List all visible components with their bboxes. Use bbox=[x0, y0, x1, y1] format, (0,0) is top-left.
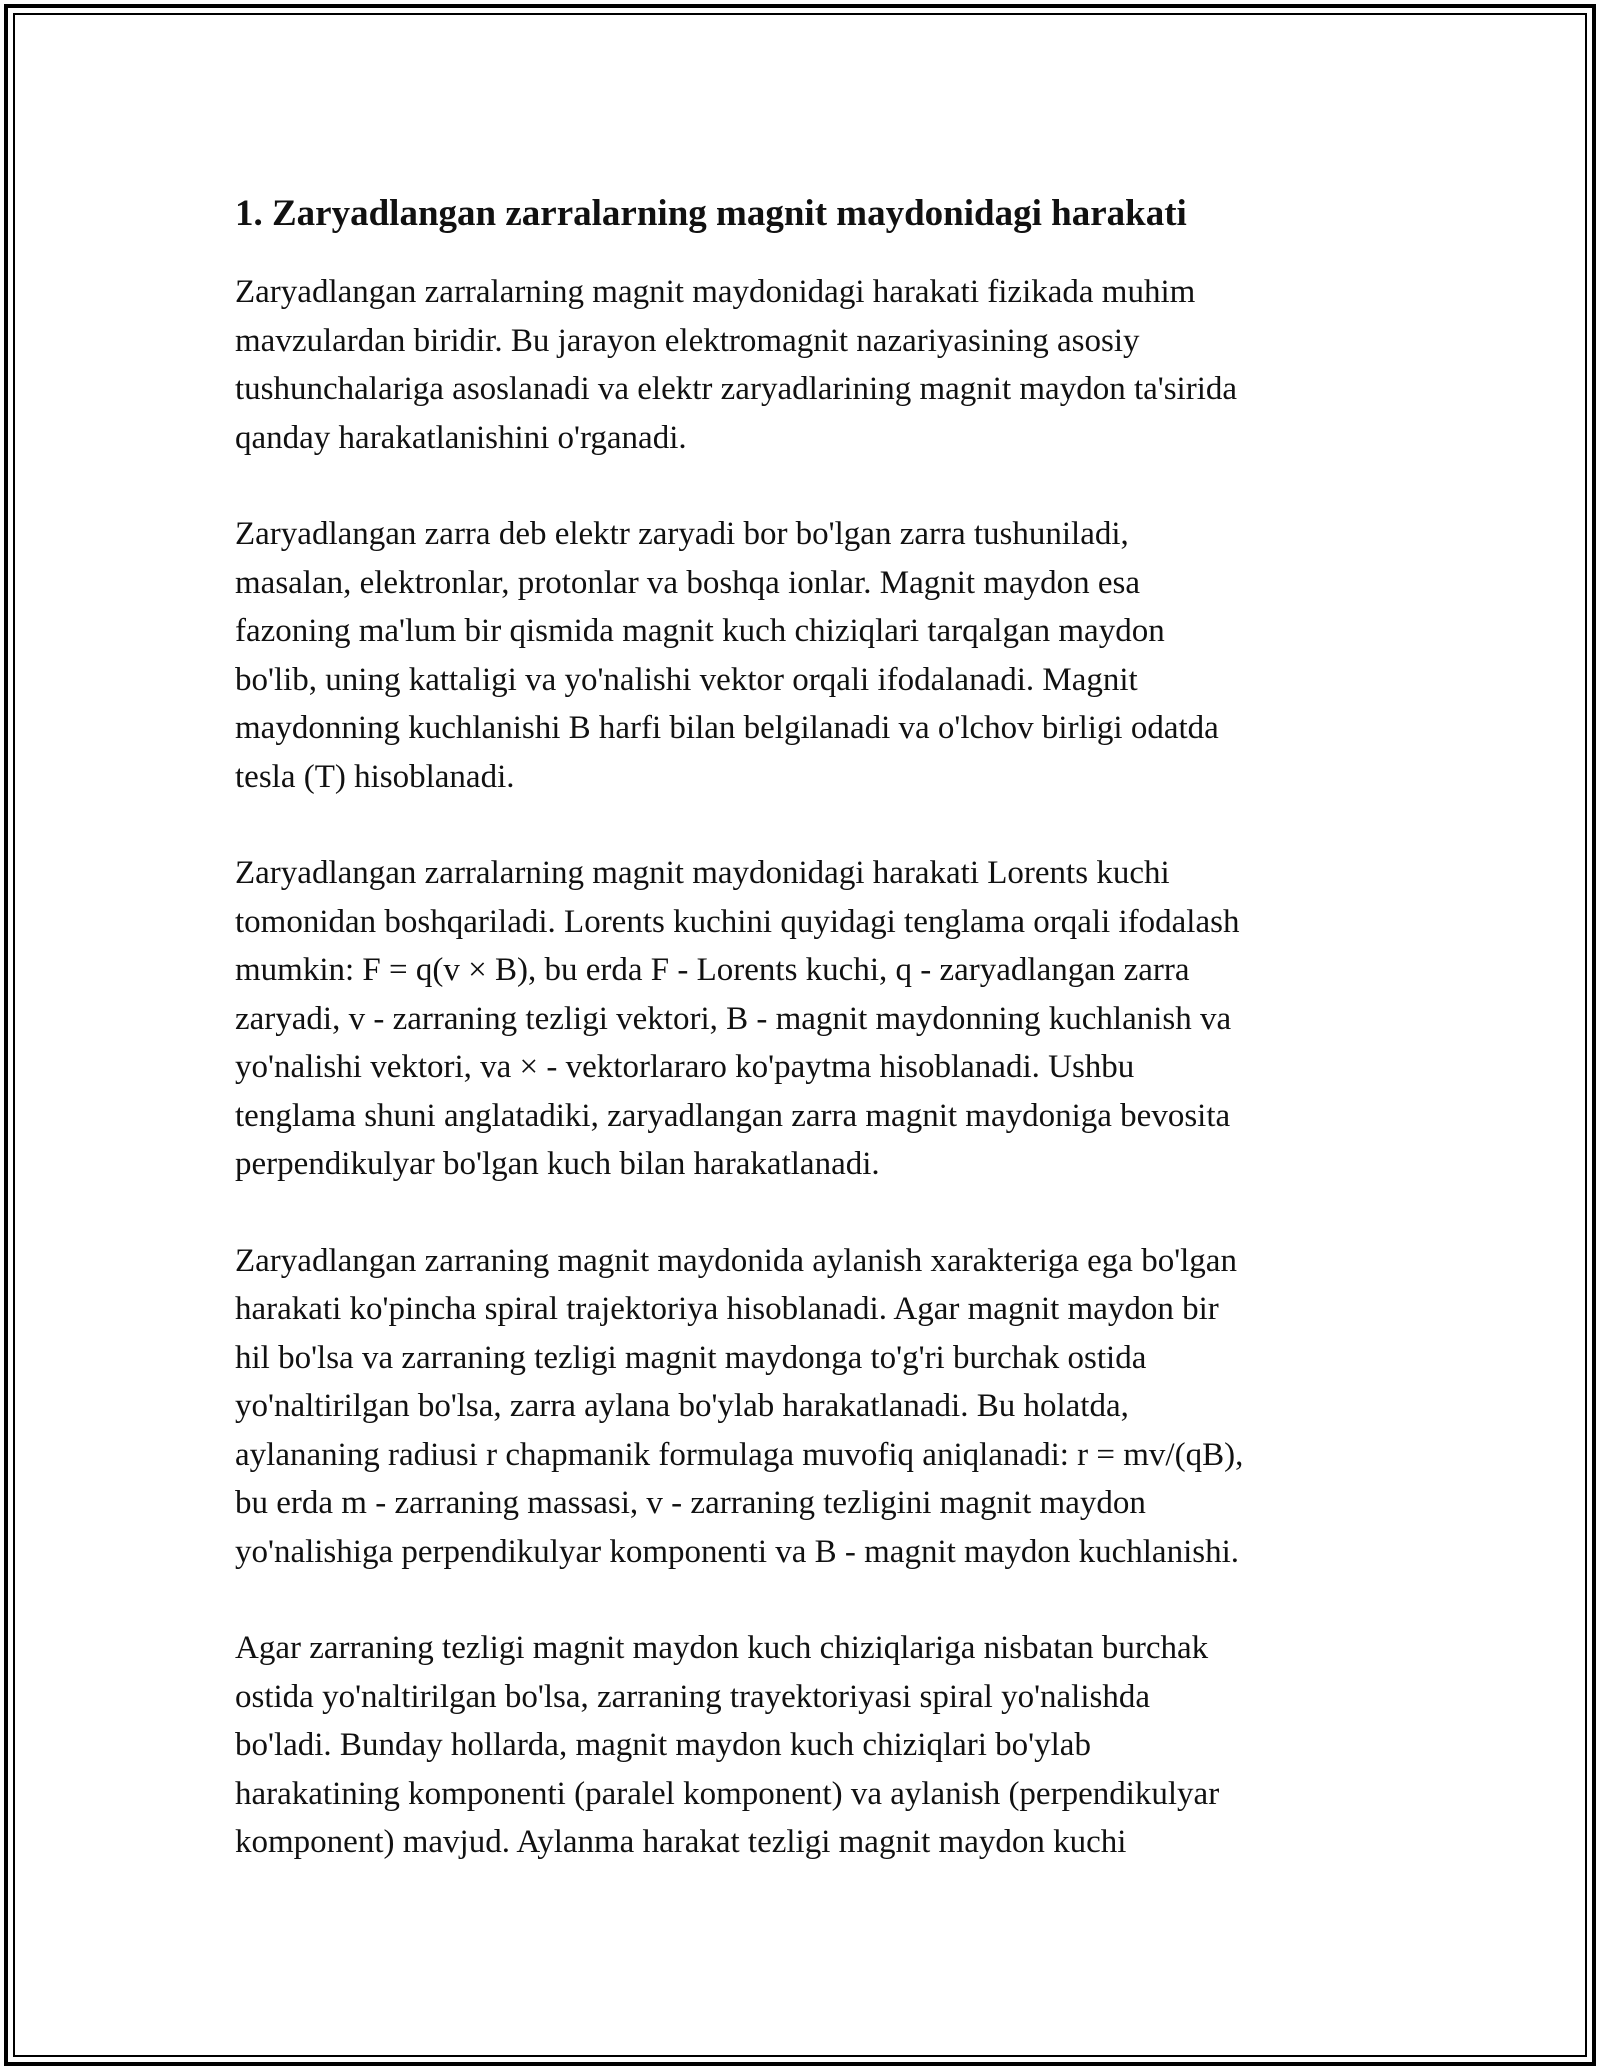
text-line: fazoning ma'lum bir qismida magnit kuch chiziqlari tarqalgan maydon bbox=[235, 613, 1165, 649]
text-line: yo'nalishiga perpendikulyar komponenti va B - magnit maydon kuchlanishi. bbox=[235, 1533, 1240, 1570]
text-line: qanday harakatlanishini o'rganadi. bbox=[235, 419, 687, 456]
text-line: Zaryadlangan zarraning magnit maydonida aylanish xarakteriga ega bo'lgan bbox=[235, 1242, 1237, 1279]
text-line: perpendikulyar bo'lgan kuch bilan harakatlanadi. bbox=[235, 1146, 880, 1182]
text-line: harakati ko'pincha spiral trajektoriya hisoblanadi. Agar magnit maydon bir bbox=[235, 1291, 1219, 1327]
text-line: tesla (T) hisoblanadi. bbox=[235, 758, 515, 795]
text-line: mavzulardan biridir. Bu jarayon elektromagnit nazariyasining asosiy bbox=[235, 322, 1140, 359]
section-heading: 1. Zaryadlangan zarralarning magnit maydonidagi harakati bbox=[235, 193, 1187, 234]
text-line: Zaryadlangan zarralarning magnit maydonidagi harakati fizikada muhim bbox=[235, 274, 1196, 310]
text-line: yo'nalishi vektori, va × - vektorlararo ko'paytma hisoblanadi. Ushbu bbox=[235, 1049, 1135, 1085]
text-line: komponent) mavjud. Aylanma harakat tezligi magnit maydon kuchi bbox=[235, 1824, 1127, 1860]
text-line: bo'ladi. Bunday hollarda, magnit maydon kuch chiziqlari bo'ylab bbox=[235, 1727, 1091, 1763]
text-line: tushunchalariga asoslanadi va elektr zaryadlarining magnit maydon ta'sirida bbox=[235, 371, 1238, 407]
text-line: zaryadi, v - zarraning tezligi vektori, B - magnit maydonning kuchlanish va bbox=[235, 1000, 1232, 1037]
text-line: Zaryadlangan zarralarning magnit maydonidagi harakati Lorents kuchi bbox=[235, 855, 1170, 891]
text-line: hil bo'lsa va zarraning tezligi magnit maydonga to'g'ri burchak ostida bbox=[235, 1339, 1147, 1376]
text-line: tenglama shuni anglatadiki, zaryadlangan zarra magnit maydoniga bevosita bbox=[235, 1097, 1231, 1134]
text-line: bu erda m - zarraning massasi, v - zarraning tezligini magnit maydon bbox=[235, 1485, 1146, 1521]
paragraph-4 bbox=[235, 1237, 1365, 1577]
paragraph-2 bbox=[235, 510, 1365, 801]
text-line: bo'lib, uning kattaligi va yo'nalishi vektor orqali ifodalanadi. Magnit bbox=[235, 661, 1138, 698]
text-line: Agar zarraning tezligi magnit maydon kuch chiziqlariga nisbatan burchak bbox=[235, 1630, 1209, 1666]
text-line: harakatining komponenti (paralel komponent) va aylanish (perpendikulyar bbox=[235, 1775, 1220, 1812]
text-line: maydonning kuchlanishi B harfi bilan belgilanadi va o'lchov birligi odatda bbox=[235, 710, 1219, 746]
paragraph-5 bbox=[235, 1624, 1365, 1867]
document-body bbox=[235, 186, 1365, 1915]
text-line: mumkin: F = q(v × B), bu erda F - Lorents kuchi, q - zaryadlangan zarra bbox=[235, 952, 1190, 988]
paragraph-1 bbox=[235, 268, 1365, 462]
text-line: tomonidan boshqariladi. Lorents kuchini quyidagi tenglama orqali ifodalash bbox=[235, 903, 1240, 940]
text-line: masalan, elektronlar, protonlar va boshqa ionlar. Magnit maydon esa bbox=[235, 564, 1141, 601]
text-line: ostida yo'naltirilgan bo'lsa, zarraning trayektoriyasi spiral yo'nalishda bbox=[235, 1678, 1151, 1715]
text-line: Zaryadlangan zarra deb elektr zaryadi bor bo'lgan zarra tushuniladi, bbox=[235, 516, 1129, 552]
text-line: aylananing radiusi r chapmanik formulaga muvofiq aniqlanadi: r = mv/(qB), bbox=[235, 1436, 1244, 1473]
text-line: yo'naltirilgan bo'lsa, zarra aylana bo'ylab harakatlanadi. Bu holatda, bbox=[235, 1388, 1129, 1424]
paragraph-3 bbox=[235, 849, 1365, 1189]
